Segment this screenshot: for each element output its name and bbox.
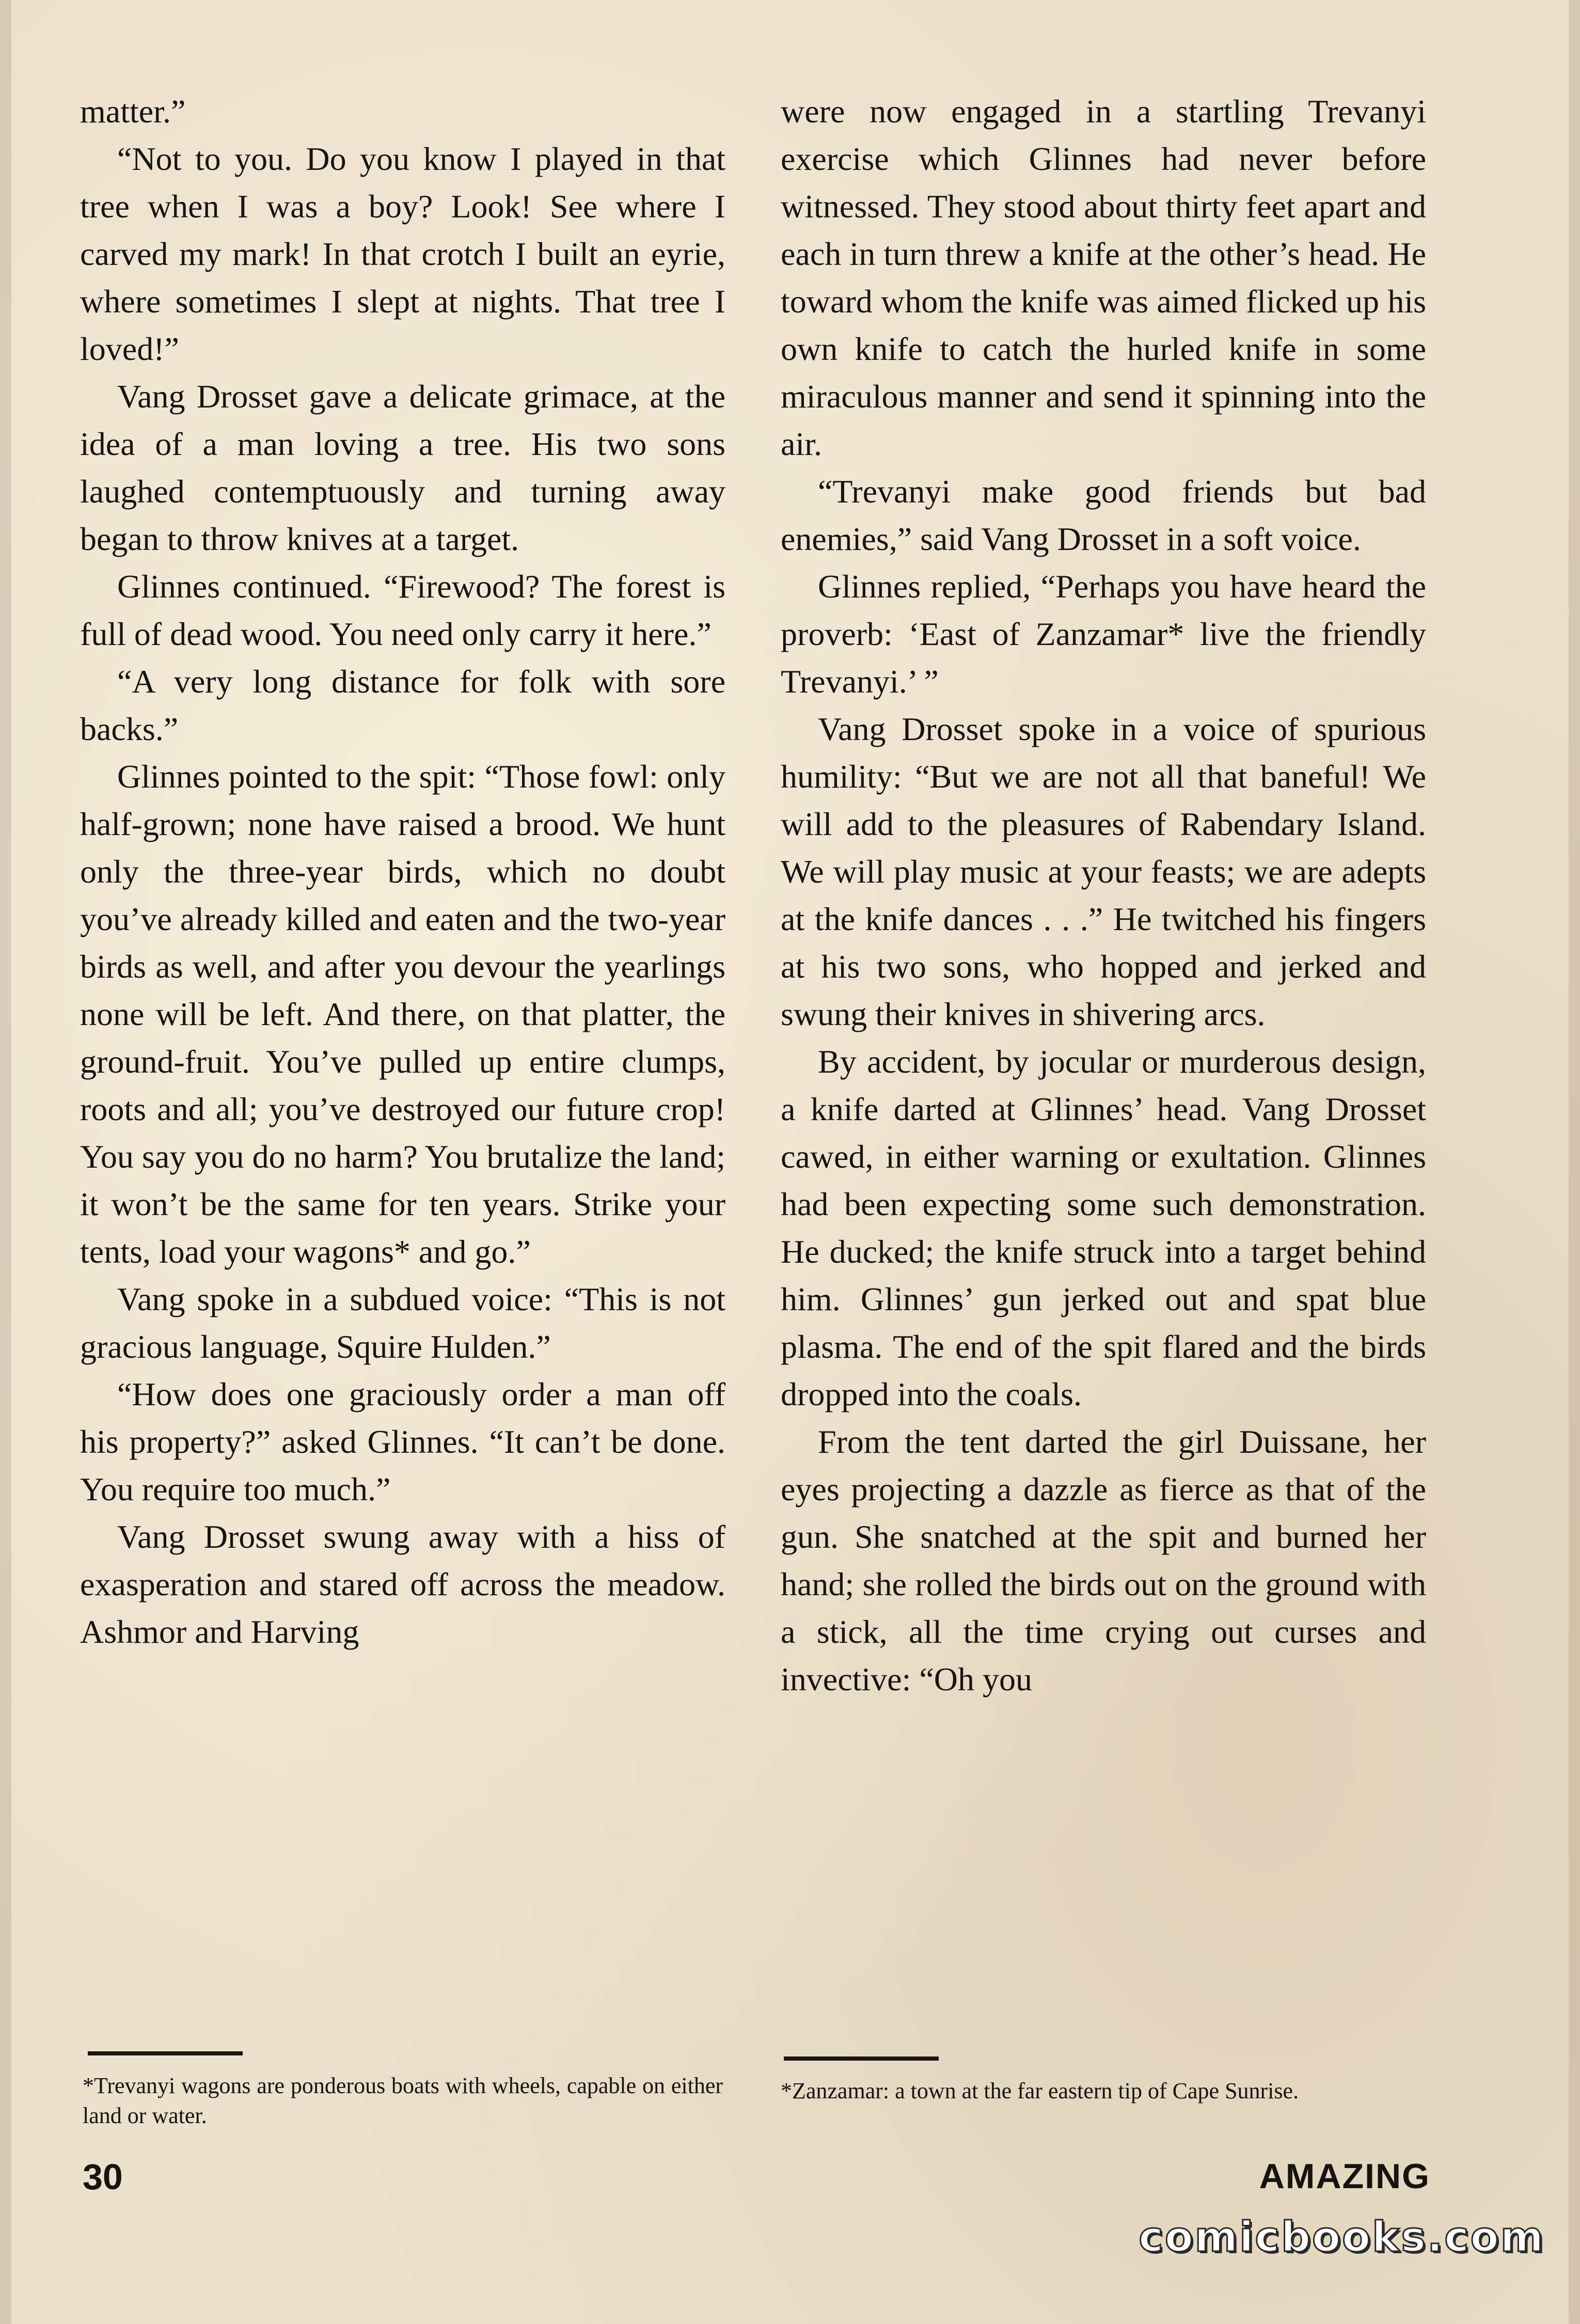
text-column-right bbox=[781, 88, 1426, 2040]
paragraph: “How does one graciously order a man off his property?” asked Glinnes. “It can’t be done. You require too much.” bbox=[80, 1376, 725, 1508]
watermark: comicbooks.com bbox=[1139, 2213, 1545, 2261]
footnote-right: *Zanzamar: a town at the far eastern tip of Cape Sunrise. bbox=[781, 2078, 1299, 2103]
paragraph: Vang spoke in a subdued voice: “This is not gracious language, Squire Hulden.” bbox=[80, 1281, 725, 1365]
footnote-rule-left bbox=[88, 2051, 243, 2055]
paragraph: “Trevanyi make good friends but bad enemies,” said Vang Drosset in a soft voice. bbox=[781, 473, 1426, 557]
paragraph: Vang Drosset swung away with a hiss of exasperation and stared off across the meadow. Ashmor and Harving bbox=[80, 1518, 725, 1650]
paragraph: “A very long distance for folk with sore backs.” bbox=[80, 663, 725, 747]
paragraph: Vang Drosset spoke in a voice of spurious humility: “But we are not all that baneful! We will add to the pleasures of Rabendary Island. We will play music at your feasts; we are adepts at the knife dances . . .” He twitched his fingers at his two sons, who hopped and jerked and swung their knives in shivering arcs. bbox=[781, 711, 1426, 1032]
page-edge-left bbox=[0, 0, 11, 2324]
running-head: AMAZING bbox=[1259, 2157, 1430, 2196]
text-column-left bbox=[80, 88, 725, 2040]
paragraph: “Not to you. Do you know I played in that tree when I was a boy? Look! See where I carved my mark! In that crotch I built an eyrie, where sometimes I slept at nights. That tree I loved!” bbox=[80, 140, 725, 367]
paragraph: were now engaged in a startling Trevanyi exercise which Glinnes had never before witnessed. They stood about thirty feet apart and each in turn threw a knife at the other’s head. He toward whom the knife was aimed flicked up his own knife to catch the hurled knife in some miraculous manner and send it spinning into the air. bbox=[781, 93, 1426, 462]
paragraph: Vang Drosset gave a delicate grimace, at the idea of a man loving a tree. His two sons laughed contemptuously and turning away began to throw knives at a target. bbox=[80, 378, 725, 557]
paragraph: matter.” bbox=[80, 93, 186, 130]
page-edge-right bbox=[1569, 0, 1580, 2324]
page-number: 30 bbox=[83, 2157, 123, 2197]
paragraph: From the tent darted the girl Duissane, her eyes projecting a dazzle as fierce as that of the gun. She snatched at the spit and burned her hand; she rolled the birds out on the ground with a stick, all the time crying out curses and invective: “Oh you bbox=[781, 1423, 1426, 1698]
footnote-left: *Trevanyi wagons are ponderous boats with wheels, capable on either land or water. bbox=[83, 2073, 723, 2128]
paragraph: Glinnes continued. “Firewood? The forest is full of dead wood. You need only carry it here.” bbox=[80, 568, 725, 652]
footnote-rule-right bbox=[784, 2056, 939, 2061]
paragraph: Glinnes pointed to the spit: “Those fowl: only half-grown; none have raised a brood. We hunt only the three-year birds, which no doubt you’ve already killed and eaten and the two-year birds as well, and after you devour the yearlings none will be left. And there, on that platter, the ground-fruit. You’ve pulled up entire clumps, roots and all; you’ve destroyed our future crop! You say you do no harm? You brutalize the land; it won’t be the same for ten years. Strike your tents, load your wagons* and go.” bbox=[80, 758, 725, 1270]
paragraph: By accident, by jocular or murderous design, a knife darted at Glinnes’ head. Vang Drosset cawed, in either warning or exultation. Glinnes had been expecting some such demonstration. He ducked; the knife struck into a target behind him. Glinnes’ gun jerked out and spat blue plasma. The end of the spit flared and the birds dropped into the coals. bbox=[781, 1043, 1426, 1412]
paragraph: Glinnes replied, “Perhaps you have heard the proverb: ‘East of Zanzamar* live the friendly Trevanyi.’ ” bbox=[781, 568, 1426, 700]
